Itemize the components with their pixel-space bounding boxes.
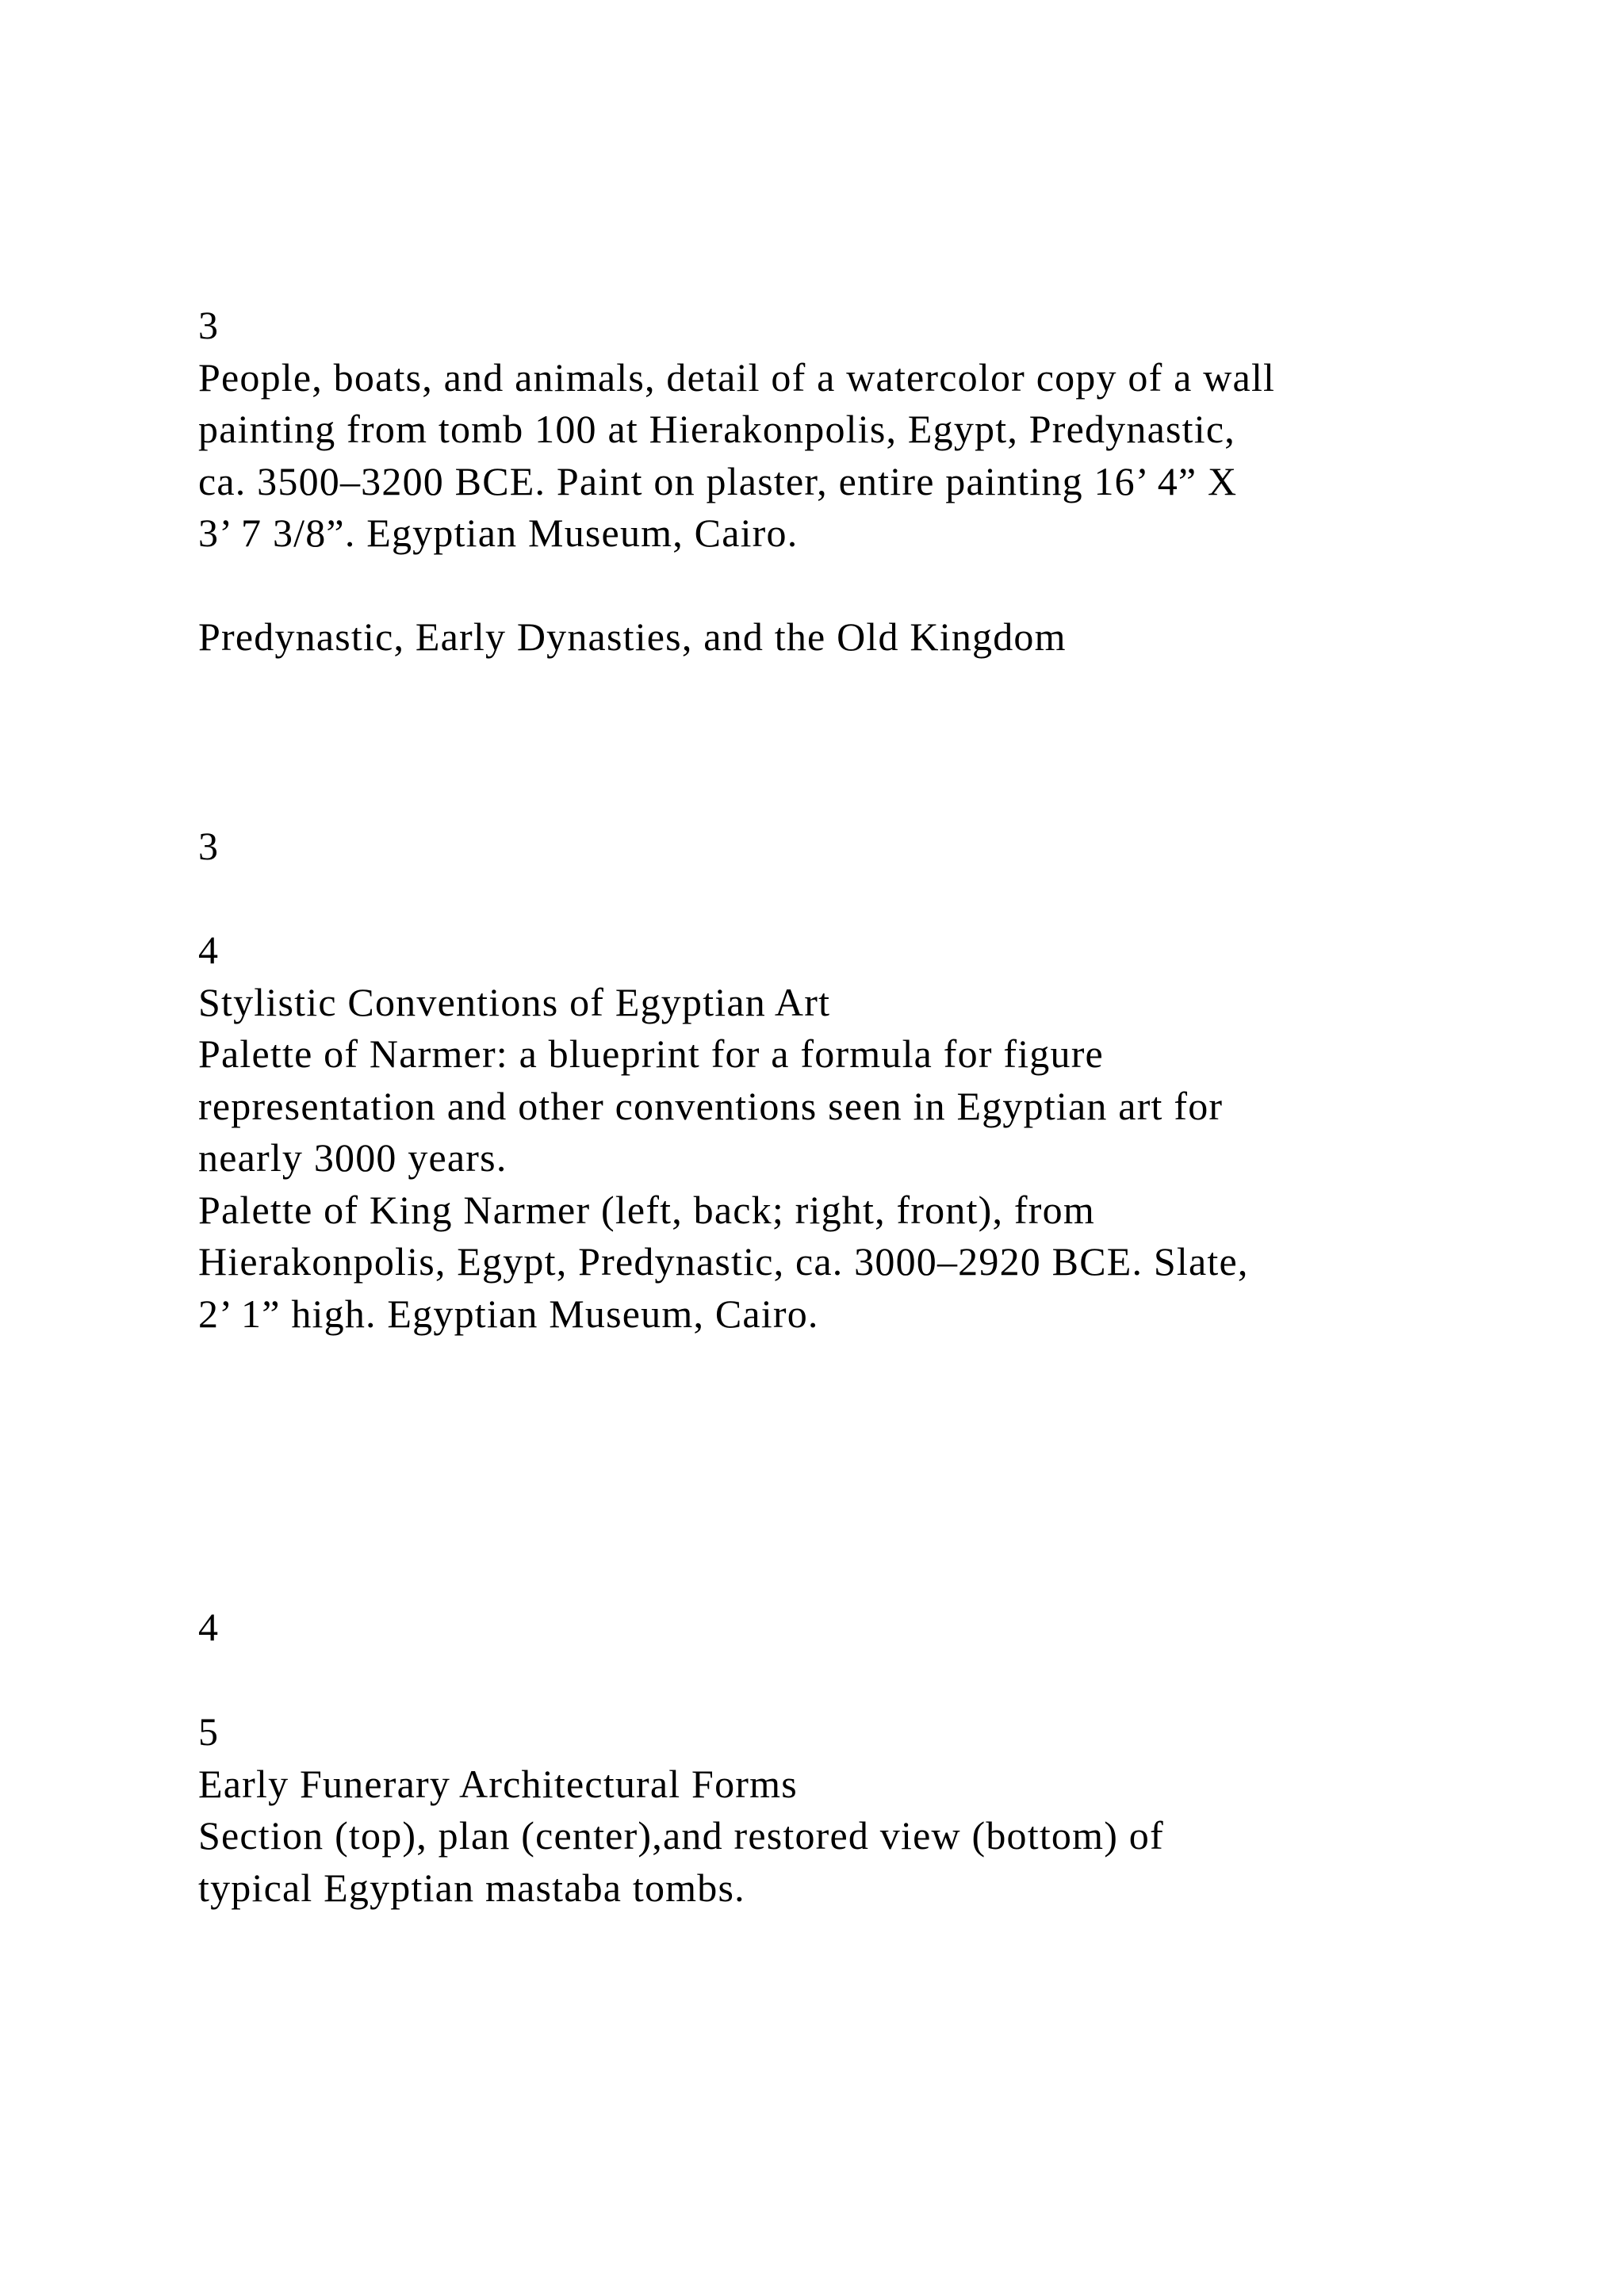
caption-line: Section (top), plan (center),and restored view (bottom) of	[198, 1813, 1164, 1858]
caption-line: painting from tomb 100 at Hierakonpolis, Egypt, Predynastic,	[198, 407, 1235, 451]
slide-5-text	[198, 1706, 1546, 1914]
caption-line: 2’ 1” high. Egyptian Museum, Cairo.	[198, 1291, 819, 1336]
caption-line: 3’ 7 3/8”. Egyptian Museum, Cairo.	[198, 511, 799, 555]
slide-number: 3	[198, 303, 220, 347]
caption-line: representation and other conventions seen in Egyptian art for	[198, 1083, 1224, 1128]
section-heading: Stylistic Conventions of Egyptian Art	[198, 979, 831, 1024]
slide-4-text	[198, 924, 1546, 1340]
caption-line: nearly 3000 years.	[198, 1135, 508, 1180]
caption-line: Palette of King Narmer (left, back; right, front), from	[198, 1187, 1095, 1232]
caption-line: Hierakonpolis, Egypt, Predynastic, ca. 3000–2920 BCE. Slate,	[198, 1239, 1249, 1284]
slide-3-footer	[198, 821, 1546, 873]
slide-4-footer	[198, 1601, 1546, 1654]
slide-3-text	[198, 300, 1546, 664]
caption-line: ca. 3500–3200 BCE. Paint on plaster, entire painting 16’ 4” X	[198, 458, 1238, 503]
section-heading: Predynastic, Early Dynasties, and the Old Kingdom	[198, 614, 1067, 659]
section-heading: Early Funerary Architectural Forms	[198, 1761, 798, 1806]
caption-line: typical Egyptian mastaba tombs.	[198, 1865, 745, 1910]
slide-number: 4	[198, 928, 220, 972]
slide-number: 4	[198, 1605, 220, 1649]
slide-number: 5	[198, 1709, 220, 1754]
caption-line: People, boats, and animals, detail of a watercolor copy of a wall	[198, 354, 1276, 400]
caption-line: Palette of Narmer: a blueprint for a formula for figure	[198, 1031, 1104, 1076]
slide-number: 3	[198, 824, 220, 868]
